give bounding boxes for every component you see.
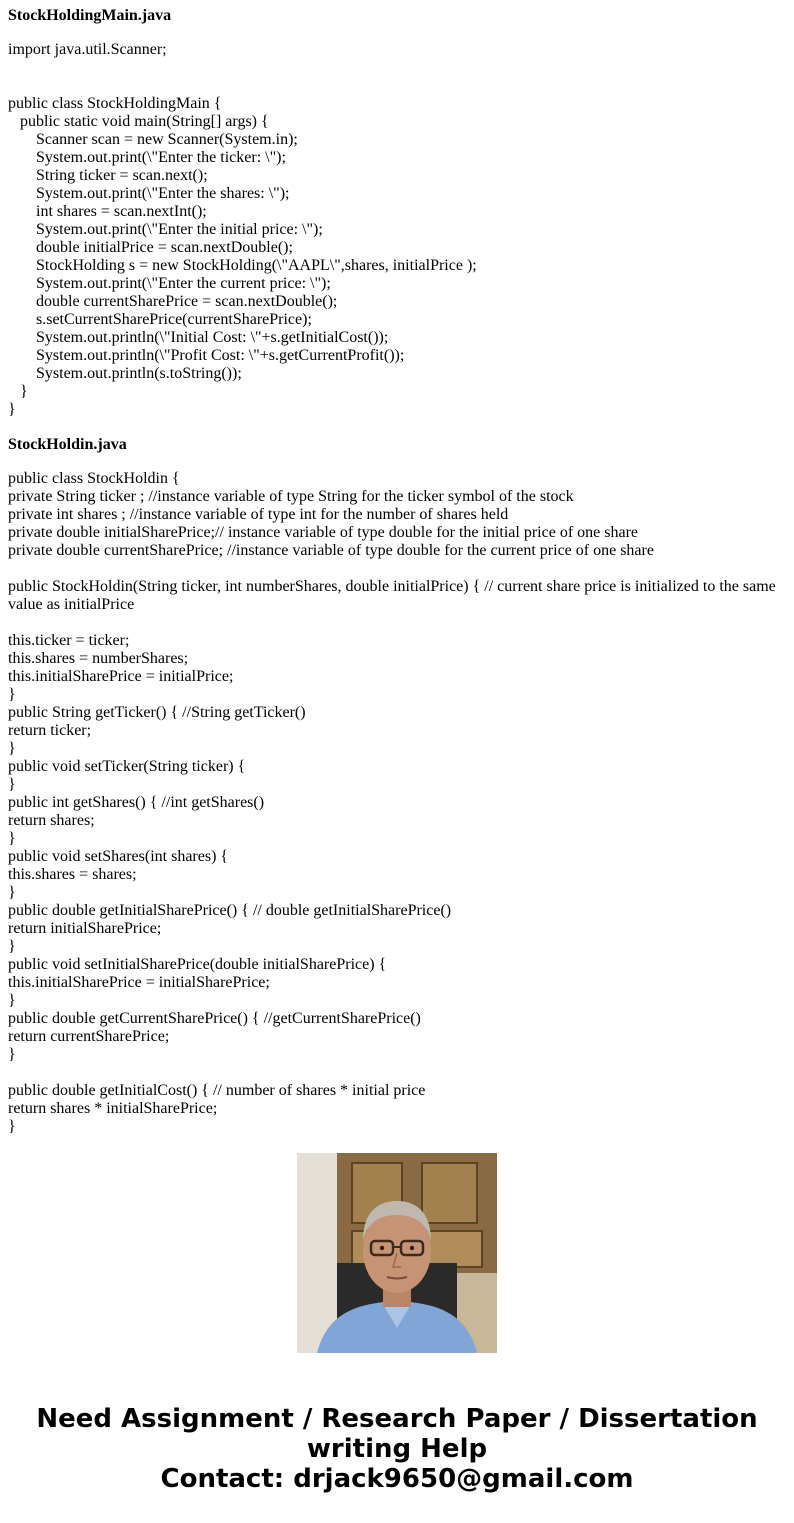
code-line: }	[8, 776, 16, 793]
code-line: }	[8, 938, 16, 955]
code-line	[8, 59, 788, 77]
code-line	[8, 77, 788, 95]
code-line: }	[8, 1118, 16, 1135]
code-line: System.out.print(\"Enter the shares: \");	[8, 185, 290, 202]
promo-line-1: Need Assignment / Research Paper / Dissertation	[36, 1404, 758, 1434]
code-line: }	[8, 992, 16, 1009]
code-line: System.out.print(\"Enter the initial price: \");	[8, 221, 323, 238]
code-line: public double getCurrentSharePrice() { //getCurrentSharePrice()	[8, 1010, 421, 1027]
code-line	[8, 1064, 788, 1082]
code-line: Scanner scan = new Scanner(System.in);	[8, 131, 298, 148]
code-line: public class StockHoldin {	[8, 470, 180, 487]
code-line: import java.util.Scanner;	[8, 41, 167, 58]
code-line: double initialPrice = scan.nextDouble();	[8, 239, 293, 256]
code-line: public void setShares(int shares) {	[8, 848, 229, 865]
code-line: public double getInitialSharePrice() { // double getInitialSharePrice()	[8, 902, 452, 919]
code-line: private int shares ; //instance variable of type int for the number of shares held	[8, 506, 509, 523]
code-line: public void setInitialSharePrice(double initialSharePrice) {	[8, 956, 387, 973]
code-line: public static void main(String[] args) {	[8, 113, 269, 130]
code-line: this.shares = shares;	[8, 866, 137, 883]
code-line: public StockHoldin(String ticker, int numberShares, double initialPrice) { // current share price is initialized to the same value as initialPrice	[8, 578, 780, 613]
code-line: private double initialSharePrice;// instance variable of type double for the initial price of one share	[8, 524, 638, 541]
author-avatar	[297, 1153, 497, 1353]
code-line: System.out.print(\"Enter the current price: \");	[8, 275, 331, 292]
code-line: }	[8, 740, 16, 757]
code-line: System.out.print(\"Enter the ticker: \");	[8, 149, 286, 166]
code-line: public void setTicker(String ticker) {	[8, 758, 246, 775]
code-line: }	[8, 401, 16, 418]
code-line: private double currentSharePrice; //instance variable of type double for the current price of one share	[8, 542, 654, 559]
code-line: s.setCurrentSharePrice(currentSharePrice);	[8, 311, 312, 328]
code-line: return shares * initialSharePrice;	[8, 1100, 218, 1117]
code-line: private String ticker ; //instance variable of type String for the ticker symbol of the stock	[8, 488, 574, 505]
code-line: public class StockHoldingMain {	[8, 95, 222, 112]
code-line: return currentSharePrice;	[8, 1028, 170, 1045]
code-line: return ticker;	[8, 722, 92, 739]
file-title-holding: StockHoldin.java	[8, 436, 127, 453]
avatar-portrait-icon	[297, 1153, 497, 1353]
code-line: this.shares = numberShares;	[8, 650, 189, 667]
code-line: }	[8, 686, 16, 703]
code-line: return shares;	[8, 812, 95, 829]
promo-contact: Contact: drjack9650@gmail.com	[160, 1464, 634, 1494]
code-block-holding	[8, 470, 788, 1136]
code-line: System.out.println(\"Initial Cost: \"+s.getInitialCost());	[8, 329, 389, 346]
code-line: this.initialSharePrice = initialSharePrice;	[8, 974, 270, 991]
document-body	[8, 0, 788, 1135]
code-line: System.out.println(\"Profit Cost: \"+s.getCurrentProfit());	[8, 347, 405, 364]
file-title-main: StockHoldingMain.java	[8, 7, 172, 24]
code-line: StockHolding s = new StockHolding(\"AAPL\",shares, initialPrice );	[8, 257, 477, 274]
promo-line-2: writing Help	[306, 1434, 488, 1464]
code-line: return initialSharePrice;	[8, 920, 162, 937]
code-line: System.out.println(s.toString());	[8, 365, 242, 382]
code-line: String ticker = scan.next();	[8, 167, 208, 184]
code-block-main	[8, 41, 788, 419]
code-line: }	[8, 830, 16, 847]
code-line: }	[8, 383, 28, 400]
promo-banner	[0, 1404, 794, 1494]
code-line: this.initialSharePrice = initialPrice;	[8, 668, 234, 685]
code-line: }	[8, 884, 16, 901]
code-line	[8, 560, 788, 578]
code-line: int shares = scan.nextInt();	[8, 203, 207, 220]
code-line: double currentSharePrice = scan.nextDouble();	[8, 293, 338, 310]
code-line: this.ticker = ticker;	[8, 632, 130, 649]
code-line: }	[8, 1046, 16, 1063]
code-line: public String getTicker() { //String getTicker()	[8, 704, 306, 721]
code-line	[8, 614, 788, 632]
code-line: public double getInitialCost() { // number of shares * initial price	[8, 1082, 426, 1099]
code-line: public int getShares() { //int getShares()	[8, 794, 265, 811]
